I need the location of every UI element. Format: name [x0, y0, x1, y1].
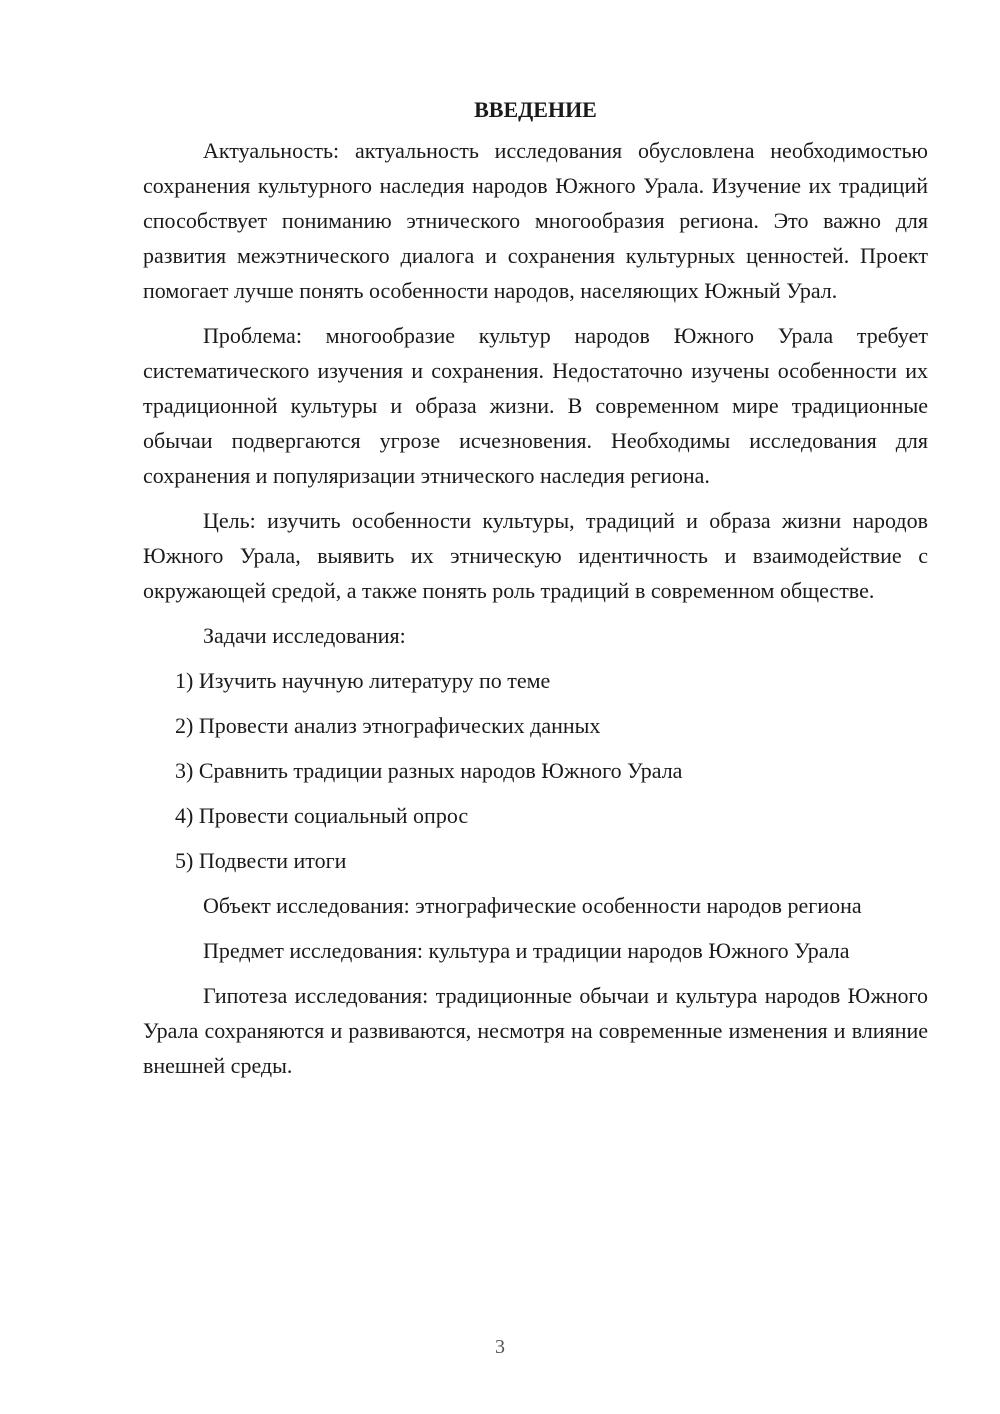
list-item: 1) Изучить научную литературу по теме — [175, 668, 551, 693]
paragraph-problem: Проблема: многообразие культур народов Южного Урала требует систематического изучения и сохранения. Недостаточно изучены особенности их традиционной культуры и образа жизни. В современном мире традиционные обычаи подвергаются угрозе исчезновения. Необходимы исследования для сохранения и популяризации этнического наследия региона. — [143, 323, 928, 488]
document-page — [143, 92, 928, 1093]
paragraph-relevance: Актуальность: актуальность исследования обусловлена необходимостью сохранения культурного наследия народов Южного Урала. Изучение их традиций способствует пониманию этнического многообразия региона. Это важно для развития межэтнического диалога и сохранения культурных ценностей. Проект помогает лучше понять особенности народов, населяющих Южный Урал. — [143, 138, 928, 303]
section-title: ВВЕДЕНИЕ — [474, 97, 597, 122]
paragraph-goal: Цель: изучить особенности культуры, традиций и образа жизни народов Южного Урала, выявить их этническую идентичность и взаимодействие с окружающей средой, а также понять роль традиций в современном обществе. — [143, 508, 928, 603]
tasks-list — [143, 663, 928, 878]
paragraph-tasks-heading: Задачи исследования: — [203, 623, 406, 648]
list-item: 4) Провести социальный опрос — [175, 803, 469, 828]
paragraph-subject: Предмет исследования: культура и традиции народов Южного Урала — [203, 938, 850, 963]
page-number: 3 — [495, 1336, 505, 1358]
list-item: 3) Сравнить традиции разных народов Южного Урала — [175, 758, 683, 783]
paragraph-hypothesis: Гипотеза исследования: традиционные обычаи и культура народов Южного Урала сохраняются и развиваются, несмотря на современные изменения и влияние внешней среды. — [143, 983, 928, 1078]
paragraph-object: Объект исследования: этнографические особенности народов региона — [203, 893, 862, 918]
list-item: 5) Подвести итоги — [175, 848, 347, 873]
list-item: 2) Провести анализ этнографических данных — [175, 713, 601, 738]
